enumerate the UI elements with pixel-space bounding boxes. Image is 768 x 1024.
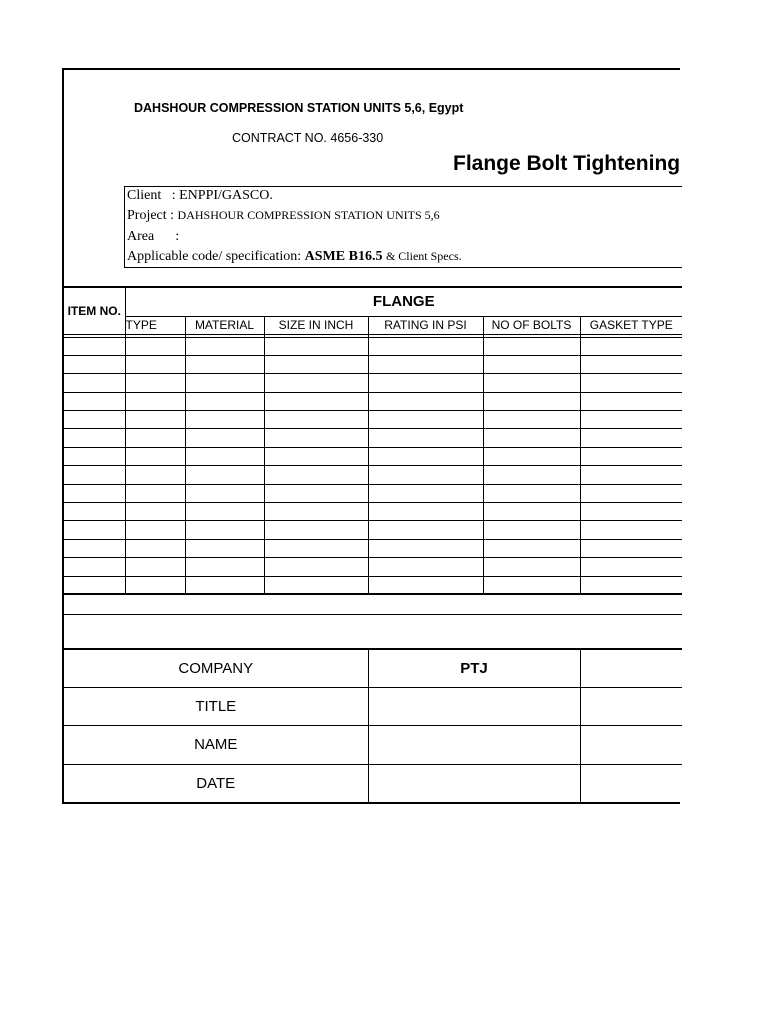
table-cell[interactable]: [125, 503, 185, 521]
table-row: [64, 392, 682, 410]
table-cell[interactable]: [185, 411, 264, 429]
table-cell[interactable]: [64, 374, 125, 392]
table-cell[interactable]: [483, 392, 580, 410]
table-cell[interactable]: [368, 337, 483, 355]
table-cell[interactable]: [125, 521, 185, 539]
signoff-block: [64, 648, 682, 802]
project-label: Project :: [127, 208, 175, 223]
table-cell[interactable]: [64, 429, 125, 447]
table-cell[interactable]: [64, 576, 125, 594]
table-cell[interactable]: [264, 466, 368, 484]
signoff-table: [64, 648, 682, 802]
col-rating: RATING IN PSI: [368, 316, 483, 334]
table-cell[interactable]: [580, 429, 682, 447]
table-row: [64, 558, 682, 576]
table-row: [64, 484, 682, 502]
table-cell[interactable]: [264, 337, 368, 355]
project-line: [127, 208, 440, 224]
table-cell[interactable]: [185, 576, 264, 594]
flange-table: [64, 286, 682, 615]
spacer-row: [64, 594, 682, 614]
table-cell[interactable]: [264, 539, 368, 557]
table-cell[interactable]: [125, 374, 185, 392]
table-cell[interactable]: [264, 392, 368, 410]
table-cell[interactable]: [125, 447, 185, 465]
table-cell[interactable]: [125, 558, 185, 576]
column-header-row: [64, 316, 682, 334]
table-cell[interactable]: [125, 539, 185, 557]
table-cell[interactable]: [64, 558, 125, 576]
table-cell[interactable]: [264, 484, 368, 502]
table-cell[interactable]: [64, 411, 125, 429]
table-cell[interactable]: [64, 355, 125, 373]
flange-table-wrap: [64, 286, 682, 615]
table-cell[interactable]: [264, 447, 368, 465]
table-cell[interactable]: [185, 337, 264, 355]
signoff-name-client: [580, 725, 682, 764]
table-cell[interactable]: [125, 429, 185, 447]
table-cell[interactable]: [125, 355, 185, 373]
table-cell[interactable]: [125, 466, 185, 484]
code-line: [127, 249, 462, 265]
table-cell[interactable]: [580, 539, 682, 557]
table-cell[interactable]: [483, 447, 580, 465]
client-label: Client: [127, 188, 162, 203]
table-cell[interactable]: [368, 447, 483, 465]
table-cell[interactable]: [368, 521, 483, 539]
table-cell[interactable]: [64, 466, 125, 484]
table-cell[interactable]: [368, 503, 483, 521]
table-row: [64, 466, 682, 484]
table-cell[interactable]: [64, 484, 125, 502]
flange-group-header: FLANGE: [125, 287, 682, 316]
info-box: [124, 186, 682, 268]
form-title: Flange Bolt Tightening: [453, 152, 681, 175]
table-cell[interactable]: [483, 503, 580, 521]
table-cell[interactable]: [125, 411, 185, 429]
table-cell[interactable]: [368, 484, 483, 502]
signoff-company-ptj: PTJ: [368, 649, 580, 687]
table-cell[interactable]: [264, 503, 368, 521]
col-type: TYPE: [125, 316, 185, 334]
table-cell[interactable]: [580, 374, 682, 392]
signoff-company-client: [580, 649, 682, 687]
client-line: [127, 188, 273, 204]
signoff-date-label: DATE: [64, 764, 368, 802]
table-cell[interactable]: [368, 539, 483, 557]
signoff-date-client: [580, 764, 682, 802]
table-cell[interactable]: [580, 392, 682, 410]
signoff-title-client: [580, 687, 682, 725]
table-cell[interactable]: [368, 558, 483, 576]
table-cell[interactable]: [264, 521, 368, 539]
item-no-header: ITEM NO.: [64, 287, 125, 334]
table-cell[interactable]: [125, 484, 185, 502]
table-row: [64, 539, 682, 557]
table-row: [64, 429, 682, 447]
table-cell[interactable]: [368, 392, 483, 410]
table-cell[interactable]: [264, 576, 368, 594]
table-cell[interactable]: [580, 447, 682, 465]
table-row: [64, 411, 682, 429]
code-value: ASME B16.5: [304, 249, 383, 264]
table-cell[interactable]: [64, 503, 125, 521]
project-heading: DAHSHOUR COMPRESSION STATION UNITS 5,6, Egypt: [134, 101, 464, 115]
col-bolts: NO OF BOLTS: [483, 316, 580, 334]
table-cell[interactable]: [483, 539, 580, 557]
table-cell[interactable]: [580, 558, 682, 576]
form-sheet: [62, 68, 680, 804]
table-cell[interactable]: [368, 411, 483, 429]
table-cell[interactable]: [125, 576, 185, 594]
table-cell[interactable]: [483, 337, 580, 355]
code-label: Applicable code/ specification:: [127, 249, 302, 264]
table-cell[interactable]: [483, 521, 580, 539]
table-cell[interactable]: [125, 392, 185, 410]
col-size: SIZE IN INCH: [264, 316, 368, 334]
project-value: DAHSHOUR COMPRESSION STATION UNITS 5,6: [177, 208, 440, 222]
table-row: [64, 521, 682, 539]
table-cell[interactable]: [264, 429, 368, 447]
table-cell[interactable]: [483, 558, 580, 576]
table-cell[interactable]: [64, 392, 125, 410]
table-cell[interactable]: [483, 576, 580, 594]
table-row: [64, 337, 682, 355]
table-row: [64, 447, 682, 465]
table-cell[interactable]: [580, 466, 682, 484]
table-cell[interactable]: [185, 466, 264, 484]
table-cell[interactable]: [368, 576, 483, 594]
table-cell[interactable]: [580, 521, 682, 539]
table-cell[interactable]: [185, 521, 264, 539]
table-cell[interactable]: [483, 484, 580, 502]
table-cell[interactable]: [185, 539, 264, 557]
table-row: [64, 374, 682, 392]
signoff-date-ptj: [368, 764, 580, 802]
area-label: Area: [127, 229, 155, 244]
table-cell[interactable]: [64, 521, 125, 539]
signoff-name-label: NAME: [64, 725, 368, 764]
code-suffix: & Client Specs.: [385, 249, 462, 263]
table-cell[interactable]: [483, 355, 580, 373]
table-cell[interactable]: [580, 337, 682, 355]
table-cell[interactable]: [580, 503, 682, 521]
table-cell[interactable]: [580, 411, 682, 429]
table-cell[interactable]: [483, 429, 580, 447]
table-body: [64, 334, 682, 614]
table-row: [64, 503, 682, 521]
table-cell[interactable]: [483, 466, 580, 484]
contract-number: CONTRACT NO. 4656-330: [232, 131, 384, 145]
col-gasket: GASKET TYPE: [580, 316, 682, 334]
spacer-cell: [64, 594, 682, 614]
table-cell[interactable]: [185, 503, 264, 521]
table-row: [64, 355, 682, 373]
table-cell[interactable]: [368, 466, 483, 484]
table-cell[interactable]: [580, 576, 682, 594]
table-cell[interactable]: [125, 337, 185, 355]
client-value: : ENPPI/GASCO.: [171, 188, 273, 203]
table-cell[interactable]: [185, 374, 264, 392]
table-cell[interactable]: [64, 337, 125, 355]
signoff-company-label: COMPANY: [64, 649, 368, 687]
table-cell[interactable]: [64, 447, 125, 465]
table-cell[interactable]: [64, 539, 125, 557]
table-cell[interactable]: [368, 429, 483, 447]
signoff-title-ptj: [368, 687, 580, 725]
table-cell[interactable]: [185, 558, 264, 576]
table-cell[interactable]: [264, 558, 368, 576]
table-cell[interactable]: [483, 411, 580, 429]
col-material: MATERIAL: [185, 316, 264, 334]
table-cell[interactable]: [368, 374, 483, 392]
signoff-name-ptj: [368, 725, 580, 764]
table-cell[interactable]: [264, 411, 368, 429]
table-cell[interactable]: [368, 355, 483, 373]
table-row: [64, 576, 682, 594]
table-cell[interactable]: [185, 447, 264, 465]
table-cell[interactable]: [185, 355, 264, 373]
area-value: :: [175, 229, 180, 244]
table-cell[interactable]: [185, 484, 264, 502]
area-line: [127, 229, 179, 245]
table-cell[interactable]: [185, 392, 264, 410]
table-cell[interactable]: [264, 355, 368, 373]
table-cell[interactable]: [580, 355, 682, 373]
table-cell[interactable]: [185, 429, 264, 447]
table-cell[interactable]: [580, 484, 682, 502]
table-cell[interactable]: [483, 374, 580, 392]
signoff-title-label: TITLE: [64, 687, 368, 725]
table-cell[interactable]: [264, 374, 368, 392]
